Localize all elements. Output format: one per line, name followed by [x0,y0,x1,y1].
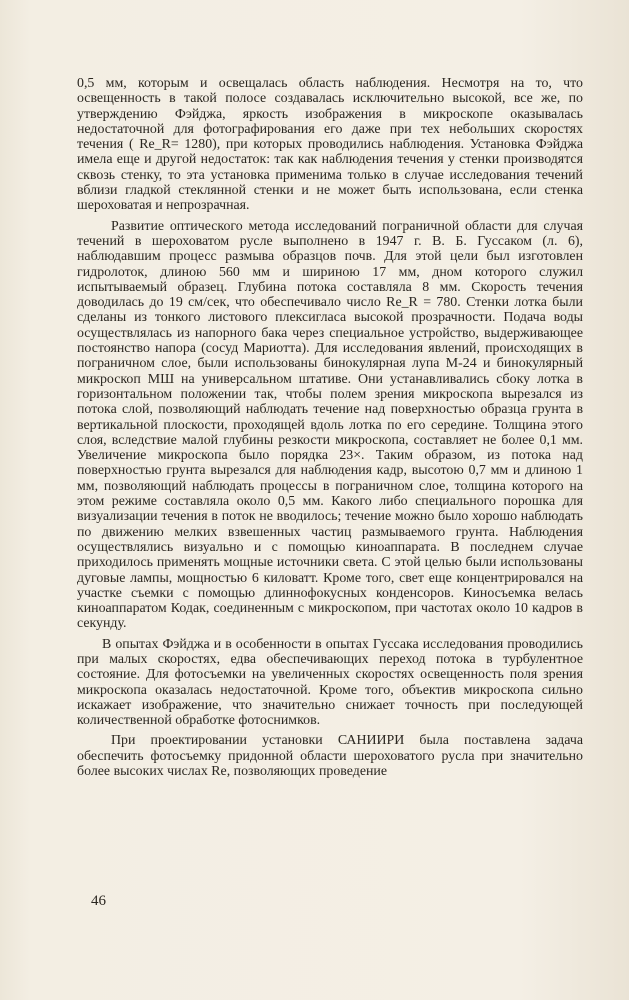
paragraph-2: Развитие оптического метода исследований пограничной области для случая течений в шероховатом русле выполнено в 1947 г. В. Б. Гуссаком (л. 6), наблюдавшим процесс размыва образцов почв. Для этой цели был изготовлен гидролоток, длиною 560 мм и шириною 17 мм, дном которого служил испытываемый образец. Глубина потока составляла 8 мм. Скорость течения доводилась до 19 см/сек, что обеспечивало число Re_R = 780. Стенки лотка были сделаны из тонкого листового плексигласа высокой прозрачности. Подача воды осуществлялась из напорного бака через специальное устройство, выдерживающее постоянство напора (сосуд Мариотта). Для исследования явлений, происходящих в пограничном слое, были использованы бинокулярная лупа М-24 и бинокулярный микроскоп МШ на универсальном штативе. Они устанавливались сбоку лотка в горизонтальном положении так, чтобы полем зрения микроскопа вырезался из потока слой, позволяющий наблюдать течение над поверхностью образца грунта в вертикальной плоскости, проходящей вдоль лотка по его середине. Толщина этого слоя, вследствие малой глубины резкости микроскопа, составляет не более 0,1 мм. Увеличение микроскопа было порядка 23×. Таким образом, из потока над поверхностью грунта вырезался для наблюдения кадр, высотою 0,7 мм и длиною 1 мм, позволяющий наблюдать процессы в пограничном слое, толщина которого на этом режиме составляла около 0,5 мм. Какого либо специального порошка для визуализации течения в поток не вводилось; течение можно было хорошо наблюдать по движению мелких взвешенных частиц размываемого грунта. Наблюдения осуществлялись визуально и с помощью киноаппарата. В последнем случае приходилось применять мощные источники света. С этой целью были использованы дуговые лампы, мощностью 6 киловатт. Кроме того, свет еще концентрировался на участке съемки с помощью длиннофокусных конденсоров. Киносъемка велась киноаппаратом Кодак, соединенным с микроскопом, при частотах около 10 кадров в секунду. [77,218,583,632]
paragraph-4: При проектировании установки САНИИРИ была поставлена задача обеспечить фотосъемку придонной области шероховатого русла при значительно более высоких числах Re, позволяющих проведение [77,733,583,780]
paragraph-3: В опытах Фэйджа и в особенности в опытах Гуссака исследования проводились при малых скоростях, едва обеспечивающих переход потока в турбулентное состояние. Для фотосъемки на увеличенных скоростях освещенность поля зрения микроскопа оказалась недостаточной. Кроме того, объектив микроскопа сильно искажает изображение, что значительно снижает точность при последующей количественной обработке фотоснимков. [77,636,583,729]
page-number: 46 [91,893,106,909]
body-text [77,76,583,784]
paragraph-1: 0,5 мм, которым и освещалась область наблюдения. Несмотря на то, что освещенность в такой полосе создавалась исключительно высокой, все же, по утверждению Фэйджа, яркость изображения в микроскопе оказывалась недостаточной для фотографирования его даже при тех небольших скоростях течения ( Re_R= 1280), при которых проводились наблюдения. Установка Фэйджа имела еще и другой недостаток: так как наблюдения течения у стенки производятся сквозь стенку, то эта установка применима только в случае исследования течений вблизи гладкой стеклянной стенки и не может быть использована, если стенка шероховатая и непрозрачная. [77,76,583,214]
